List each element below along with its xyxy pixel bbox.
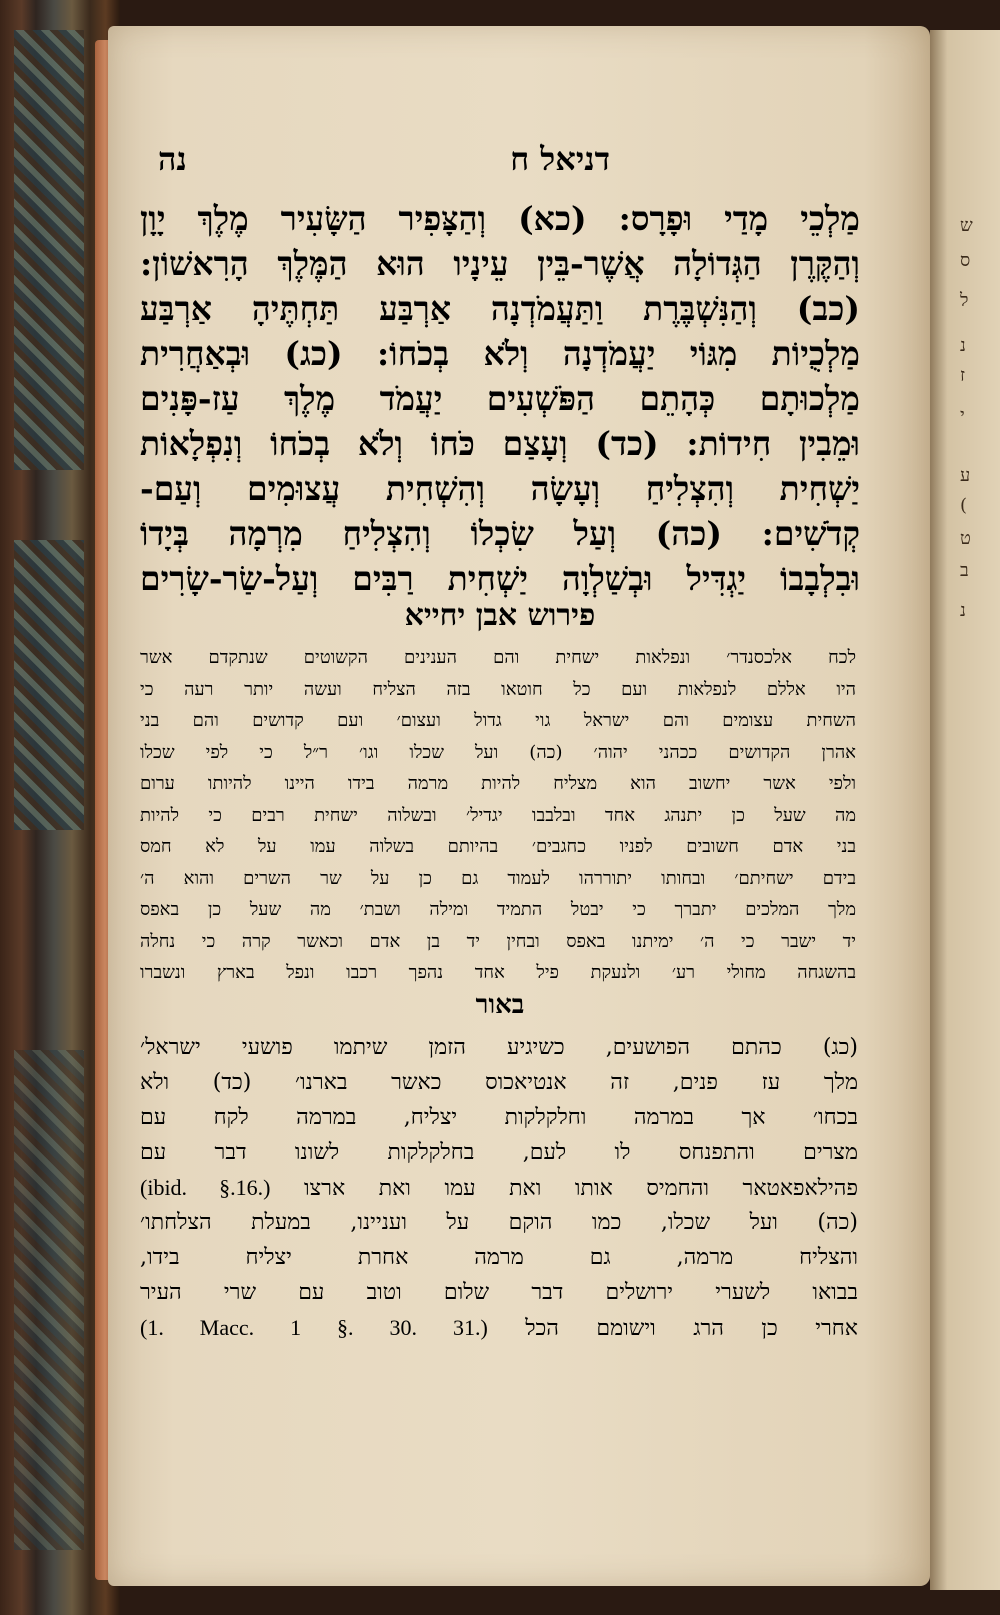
verse-line: מַלְכֻיוֹת מִגּוֹי יַעֲמֹדְנָה וְלֹא בְכֹחוֹ: (כג) וּבְאַחֲרִית (140, 334, 860, 373)
next-page-glyph: י (960, 405, 965, 426)
next-page-glyph: ( (960, 495, 968, 516)
biur-line: (כג) כהתם הפושעים, כשיגיע הזמן שיתמו פושעי ישראל׳ (140, 1035, 858, 1060)
verse-line: יַשְׁחִית וְהִצְלִיחַ וְעָשָׂה וְהִשְׁחִית עֲצוּמִים וְעַם- (140, 469, 860, 508)
biur-line: מלך עז פנים, זה אנטיאכוס כאשר בארנו׳ (כד) ולא (140, 1070, 858, 1095)
next-page-glyph: נ (960, 335, 966, 356)
commentary-line: מה שעל כן יתנהג אחד ובלבבו יגדיל׳ ובשלוה ישחית רבים כי להיות (140, 804, 856, 826)
biur-text (140, 1030, 858, 1345)
biur-line: (כה) ועל שכלו, כמו הוקם על ועניינו, במעלת הצלחתו׳ (140, 1210, 858, 1235)
next-page-glyph: ס (960, 250, 971, 271)
biur-line: בכחו׳ אך במרמה וחלקלקות יצליח, במרמה לקח עם (140, 1105, 858, 1130)
commentary-line: אהרן הקדושים ככהני יהוה׳ (כה) ועל שכלו וגו׳ ר״ל כי לפי שכלו (140, 741, 856, 763)
verse-line: (כב) וְהַנִּשְׁבֶּרֶת וַתַּעֲמֹדְנָה אַרְבַּע תַּחְתֶּיהָ אַרְבַּע (140, 289, 860, 328)
biur-line: בבואו לשערי ירושלים דבר שלום וטוב עם שרי העיר (140, 1280, 858, 1305)
next-page-glyph: ז (960, 365, 966, 386)
biur-reference: (1. Macc. 1 §. 30. 31.) (140, 1315, 488, 1340)
verse-line: מַלְכוּתָם כְּהָתֵם הַפֹּשְׁעִים יַעֲמֹד מֶלֶךְ עַז-פָּנִים (140, 379, 860, 418)
scripture-text (140, 196, 860, 601)
next-page-glyph: ב (960, 560, 969, 581)
commentary-line: היו אללם לנפלאות ועם כל חוטאו בזה הצליח ועשה יותר רעה כי (140, 678, 856, 700)
biur-line: מצרים והתפנחס לו לעם, בחלקלקות לשונו דבר עם (140, 1140, 858, 1165)
commentary-line: יד ישבר כי ה׳ ימיתנו באפס ובחין יד בן אדם וכאשר קרה כי נחלה (140, 930, 856, 952)
verse-line: וּמֵבִין חִידוֹת: (כד) וְעָצַם כֹּחוֹ וְלֹא בְכֹחוֹ וְנִפְלָאוֹת (140, 424, 860, 463)
marbled-cover (14, 30, 84, 470)
page-number: נה (158, 140, 187, 178)
next-page-glyph: ש (960, 215, 973, 236)
biur-reference: (ibid. §.16.) (140, 1175, 271, 1200)
marbled-cover (14, 540, 84, 830)
biur-line (140, 1170, 858, 1205)
running-header (140, 140, 860, 180)
verse-line: קְדֹשִׁים: (כה) וְעַל שִׂכְלוֹ וְהִצְלִיחַ מִרְמָה בְּיָדוֹ (140, 514, 860, 553)
marbled-cover (14, 1050, 84, 1550)
commentary-title: פירוש אבן יחייא (404, 598, 596, 633)
biur-title: באור (475, 990, 525, 1020)
biur-line-text: אחרי כן הרג וישומם הכל (525, 1316, 858, 1341)
commentary-line: לכח אלכסנדר׳ ונפלאות ישחית והם הענינים הקשוטים שנתקדם אשר (140, 647, 856, 668)
commentary-line: בהשגחה מחולי רע׳ ולנעקת פיל אחד נהפך רכבו ונפל בארץ ונשברו (140, 962, 856, 983)
page-title: דניאל ח (510, 140, 610, 178)
verse-line: וּבִלְבָבוֹ יַגְדִּיל וּבְשַׁלְוָה יַשְׁחִית רַבִּים וְעַל-שַׂר-שָׂרִים (140, 559, 860, 598)
verse-line: מַלְכֵי מָדַי וּפָרָס: (כא) וְהַצָּפִיר הַשָּׂעִיר מֶלֶךְ יָוָן (140, 199, 860, 238)
next-page-glyph: ט (960, 528, 971, 549)
biur-line (140, 1310, 858, 1345)
biur-line-text: פהילאפאטאר והחמיס אותו ואת עמו ואת ארצו (303, 1176, 858, 1201)
commentary-line: מלך המלכים יתברך כי יבטל התמיד ומילה ושבת׳ מה שעל כן באפס (140, 899, 856, 920)
commentary-line: השחית עצומים והם ישראל גוי גדול ועצום׳ ועם קדושים והם בני (140, 710, 856, 731)
commentary-line: ולפי אשר יחשוב הוא מצליח להיות מרמה בידו היינו להיותו ערום (140, 773, 856, 794)
biur-line: והצליח מרמה, גם מרמה אחרת יצליח בידו, (140, 1245, 858, 1270)
commentary-line: בידם ישחיתם׳ ובחותו יתוררהו לעמוד גם כן על שר השרים והוא ה׳ (140, 867, 856, 889)
commentary-line: בני אדם חשובים לפניו כחגבים׳ בהיותם בשלוה עמו על לא חמס (140, 836, 856, 857)
commentary-text (140, 642, 856, 989)
next-page-glyph: נ (960, 600, 966, 621)
next-page-glyph: ע (960, 465, 971, 486)
verse-line: וְהַקֶּרֶן הַגְּדוֹלָה אֲשֶׁר-בֵּין עֵינָיו הוּא הַמֶּלֶךְ הָרִאשׁוֹן: (140, 244, 860, 283)
next-page-glyph: ל (960, 290, 969, 311)
